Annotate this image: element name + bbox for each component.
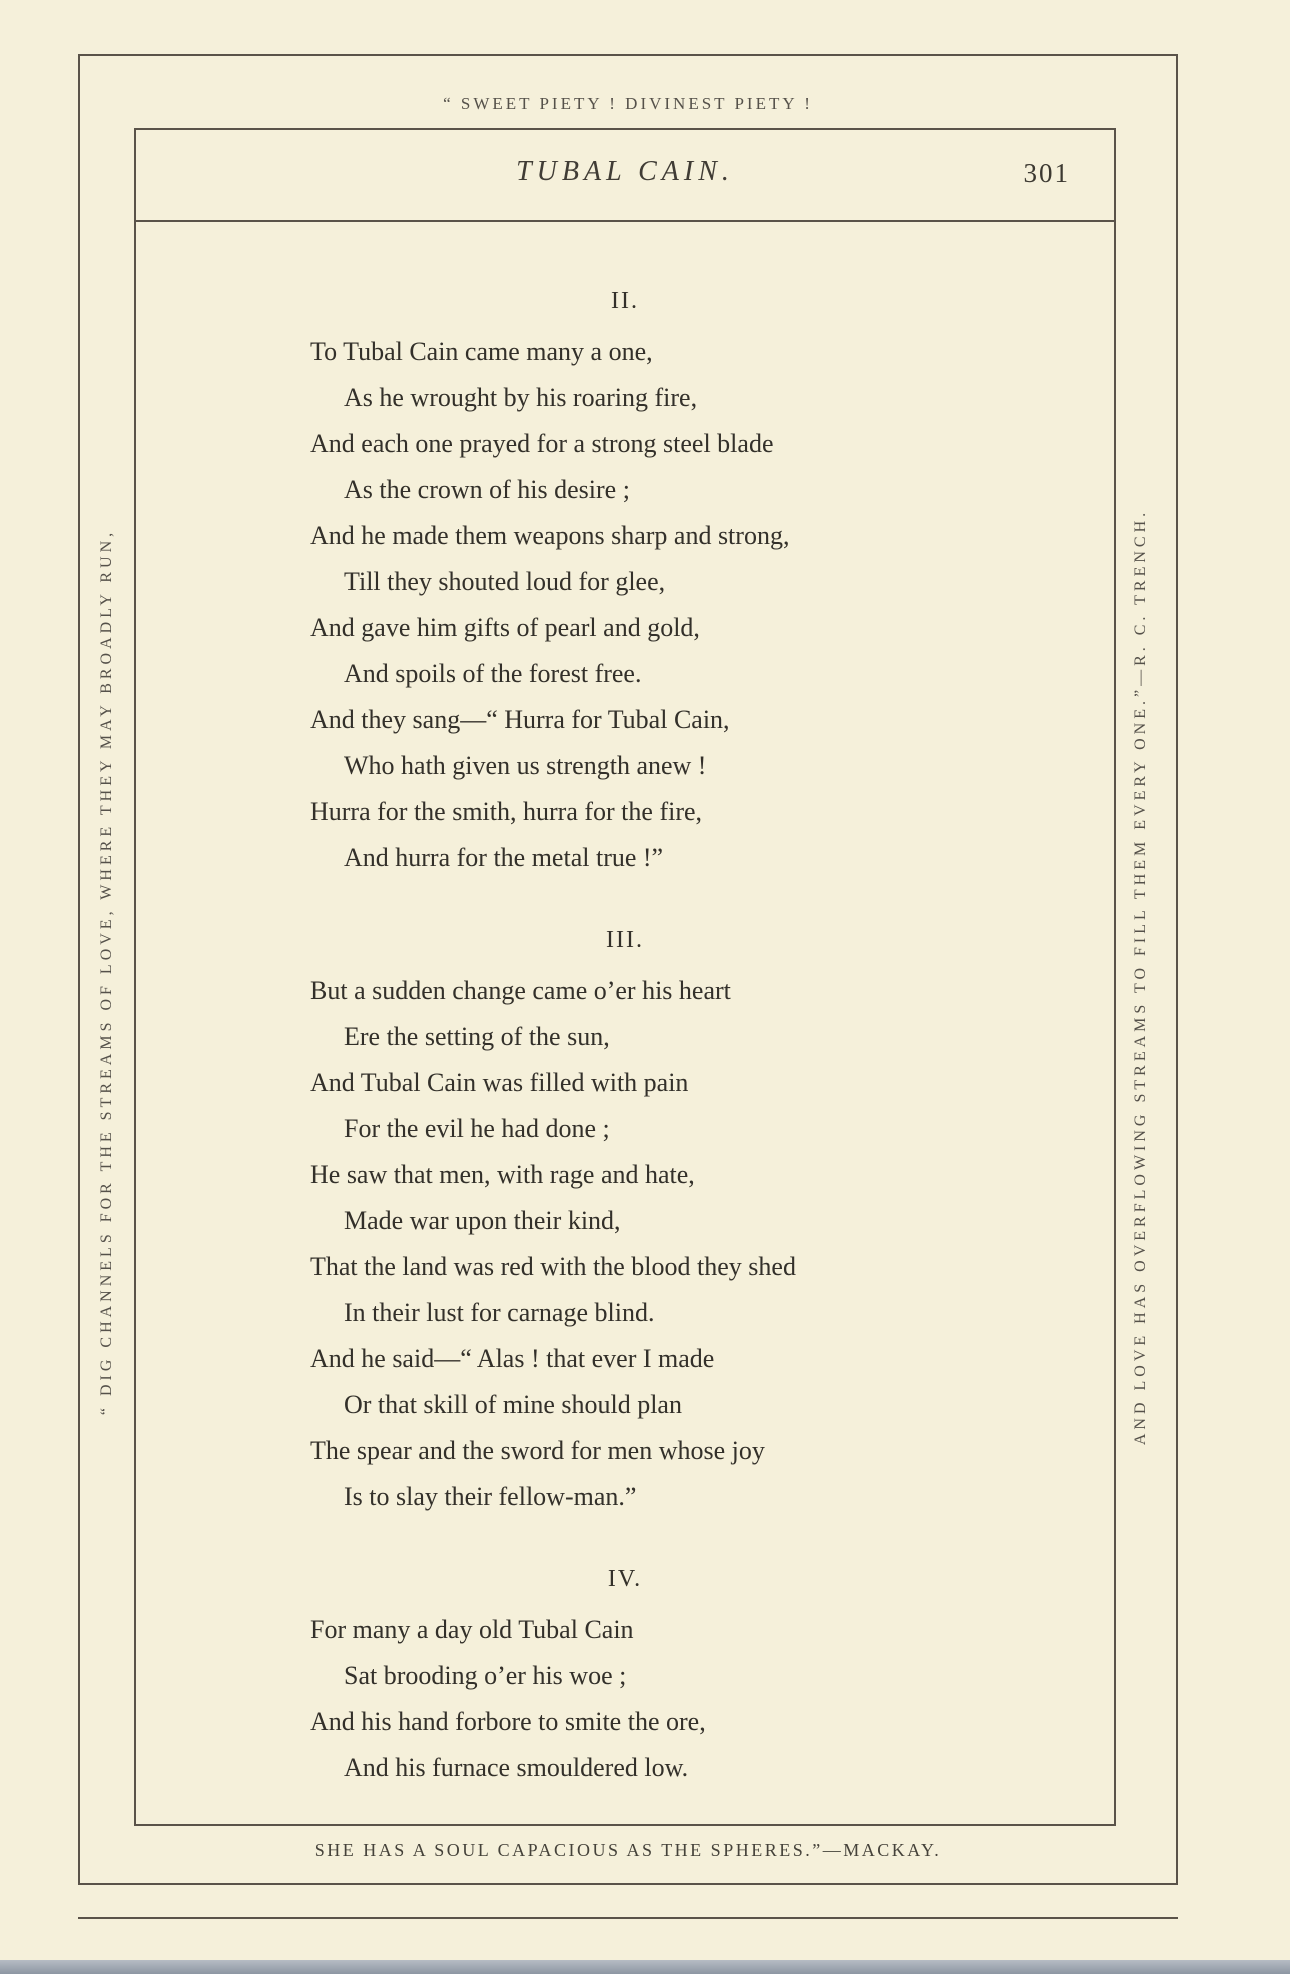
poem-line: He saw that men, with rage and hate, — [310, 1160, 695, 1189]
running-head-quote: “ SWEET PIETY ! DIVINEST PIETY ! — [443, 94, 813, 113]
poem-line: To Tubal Cain came many a one, — [310, 337, 653, 366]
poem-line: And he said—“ Alas ! that ever I made — [310, 1344, 715, 1373]
poem-line: And he made them weapons sharp and strong, — [310, 521, 790, 550]
stanza-number: IV. — [607, 1566, 643, 1592]
poem-line: But a sudden change came o’er his heart — [310, 976, 731, 1005]
poem-line: Sat brooding o’er his woe ; — [344, 1661, 627, 1690]
poem-line: Or that skill of mine should plan — [344, 1390, 682, 1419]
poem-line: Who hath given us strength anew ! — [344, 751, 707, 780]
poem-line: Is to slay their fellow-man.” — [344, 1482, 637, 1511]
poem-line: And gave him gifts of pearl and gold, — [310, 613, 700, 642]
poem-line: Made war upon their kind, — [344, 1206, 621, 1235]
poem-line: And his hand forbore to smite the ore, — [310, 1707, 706, 1736]
page-number: 301 — [1023, 158, 1070, 188]
page-title: TUBAL CAIN. — [516, 156, 734, 187]
poem-line: And each one prayed for a strong steel blade — [310, 429, 774, 458]
poem-line: And Tubal Cain was filled with pain — [310, 1068, 689, 1097]
stanza-number: II. — [611, 288, 639, 314]
left-margin-note: “ DIG CHANNELS FOR THE STREAMS OF LOVE, WHERE THEY MAY BROADLY RUN, — [98, 528, 115, 1416]
stanza-number: III. — [606, 927, 644, 953]
poem-line: For many a day old Tubal Cain — [310, 1615, 634, 1644]
poem-line: For the evil he had done ; — [344, 1114, 610, 1143]
poem-line: And hurra for the metal true !” — [344, 843, 664, 872]
poem-line: That the land was red with the blood they shed — [310, 1252, 796, 1281]
poem-line: And they sang—“ Hurra for Tubal Cain, — [310, 705, 730, 734]
poem-line: As the crown of his desire ; — [344, 475, 630, 504]
right-margin-note: AND LOVE HAS OVERFLOWING STREAMS TO FILL THEM EVERY ONE.”—R. C. TRENCH. — [1132, 508, 1149, 1446]
text-frame — [134, 128, 1116, 1826]
poem-line: And his furnace smouldered low. — [344, 1753, 689, 1782]
footer-caption: SHE HAS A SOUL CAPACIOUS AS THE SPHERES.”—MACKAY. — [314, 1840, 942, 1860]
poem-line: Ere the setting of the sun, — [344, 1022, 610, 1051]
stanza — [136, 288, 1114, 881]
poem-line: Till they shouted loud for glee, — [344, 567, 666, 596]
title-row — [136, 130, 1114, 222]
bottom-rule — [78, 1917, 1178, 1919]
poem-line: Hurra for the smith, hurra for the fire, — [310, 797, 703, 826]
poem-line: And spoils of the forest free. — [344, 659, 642, 688]
poem — [136, 288, 1114, 1791]
stanza — [136, 1566, 1114, 1791]
page-edge-strip — [0, 1960, 1290, 1974]
poem-line: In their lust for carnage blind. — [344, 1298, 655, 1327]
poem-line: As he wrought by his roaring fire, — [344, 383, 698, 412]
stanza — [136, 927, 1114, 1520]
poem-line: The spear and the sword for men whose joy — [310, 1436, 765, 1465]
